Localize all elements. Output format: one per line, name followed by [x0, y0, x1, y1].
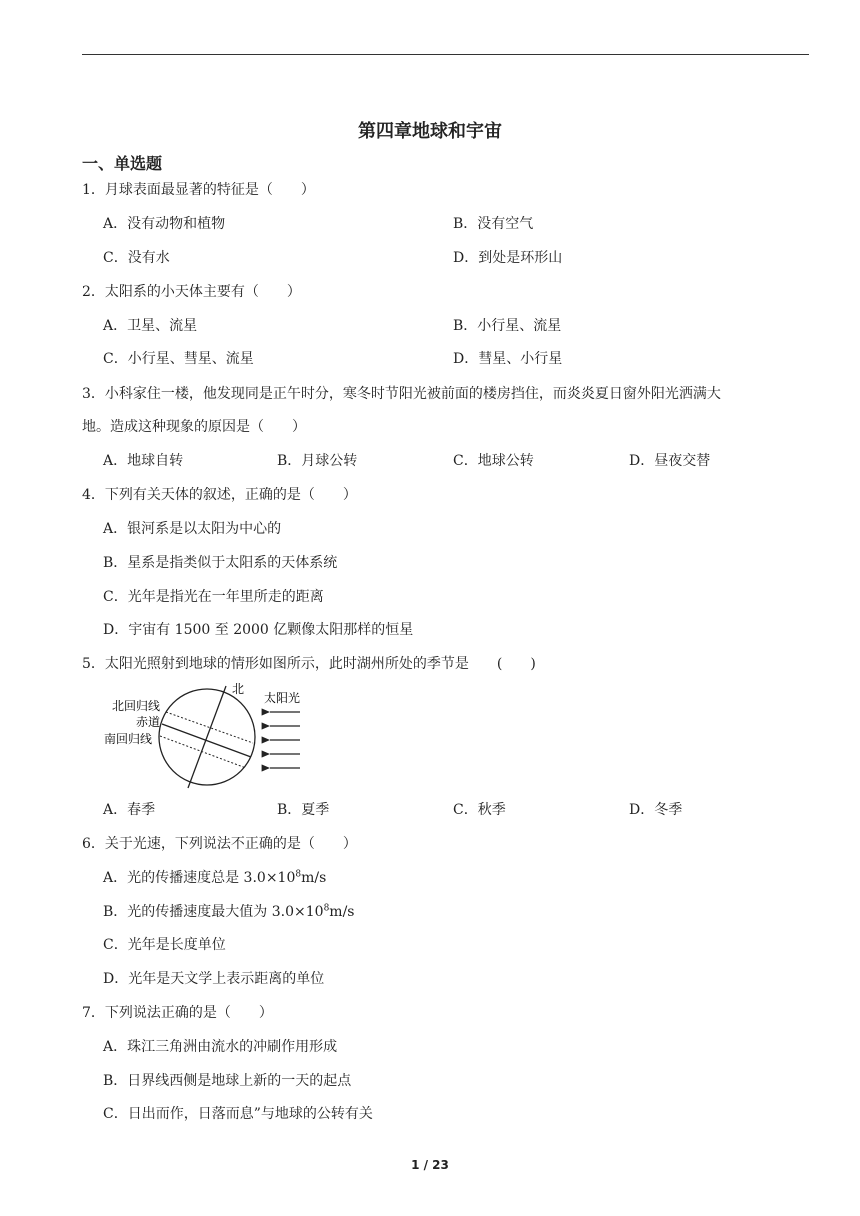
q3-option-a: A．地球自转	[103, 453, 184, 469]
q5-option-a: A．春季	[103, 802, 156, 818]
q3-option-d: D．昼夜交替	[629, 453, 711, 469]
q1-option-a: A．没有动物和植物	[103, 216, 226, 232]
q4-option-d: D．宇宙有 1500 至 2000 亿颗像太阳那样的恒星	[103, 622, 414, 638]
q5-option-b: B．夏季	[277, 802, 330, 818]
q3-option-c: C．地球公转	[453, 453, 534, 469]
tropic-capricorn-label: 南回归线	[104, 732, 153, 746]
question-3-stem-line-1: 3．小科家住一楼，他发现同是正午时分，寒冬时节阳光被前面的楼房挡住，而炎炎夏日窗外阳光洒满大	[82, 386, 721, 402]
q3-option-b: B．月球公转	[277, 453, 358, 469]
q5-option-c: C．秋季	[453, 802, 506, 818]
section-heading: 一、单选题	[82, 154, 163, 173]
q1-option-d: D．到处是环形山	[453, 250, 563, 266]
tropic-cancer-label: 北回归线	[112, 699, 161, 713]
q2-option-c: C．小行星、彗星、流星	[103, 351, 254, 367]
question-3-stem-line-2: 地。造成这种现象的原因是（ ）	[82, 419, 306, 435]
earth-axis-line	[188, 686, 226, 788]
page-number: 1 / 23	[411, 1158, 449, 1172]
q6-option-c: C．光年是长度单位	[103, 937, 226, 953]
question-1-stem: 1．月球表面最显著的特征是（ ）	[82, 182, 315, 198]
q2-option-b: B．小行星、流星	[453, 318, 562, 334]
header-rule	[82, 54, 809, 55]
sunlight-label: 太阳光	[264, 691, 301, 705]
sunlight-earth-diagram	[100, 678, 315, 790]
q4-option-b: B．星系是指类似于太阳系的天体系统	[103, 555, 338, 571]
equator-label: 赤道	[136, 715, 161, 729]
q7-option-b: B．日界线西侧是地球上新的一天的起点	[103, 1073, 352, 1089]
page-title: 第四章地球和宇宙	[358, 121, 502, 142]
q2-option-a: A．卫星、流星	[103, 318, 198, 334]
question-5-stem: 5．太阳光照射到地球的情形如图所示，此时湖州所处的季节是 ( )	[82, 656, 536, 672]
q7-option-c: C．日出而作，日落而息”与地球的公转有关	[103, 1106, 373, 1122]
north-label: 北	[232, 682, 245, 696]
q6-option-d: D．光年是天文学上表示距离的单位	[103, 971, 325, 987]
question-2-stem: 2．太阳系的小天体主要有（ ）	[82, 284, 301, 300]
q4-option-a: A．银河系是以太阳为中心的	[103, 521, 282, 537]
equator-line	[162, 724, 251, 757]
q5-option-d: D．冬季	[629, 802, 683, 818]
tropic-capricorn-line	[160, 736, 246, 768]
q6-option-b: B．光的传播速度最大值为 $3.0\times 10^8m/s$	[103, 903, 355, 920]
tropic-cancer-line	[166, 712, 253, 743]
q2-option-d: D．彗星、小行星	[453, 351, 563, 367]
question-6-stem: 6．关于光速，下列说法不正确的是（ ）	[82, 836, 357, 852]
q1-option-b: B．没有空气	[453, 216, 534, 232]
question-4-stem: 4．下列有关天体的叙述，正确的是（ ）	[82, 487, 357, 503]
question-7-stem: 7．下列说法正确的是（ ）	[82, 1005, 273, 1021]
q4-option-c: C．光年是指光在一年里所走的距离	[103, 589, 324, 605]
q1-option-c: C．没有水	[103, 250, 170, 266]
sunlight-arrows	[270, 712, 300, 768]
q6-option-a: A．光的传播速度总是 $3.0\times 10^8m/s$	[103, 869, 327, 886]
q7-option-a: A．珠江三角洲由流水的冲刷作用形成	[103, 1039, 338, 1055]
